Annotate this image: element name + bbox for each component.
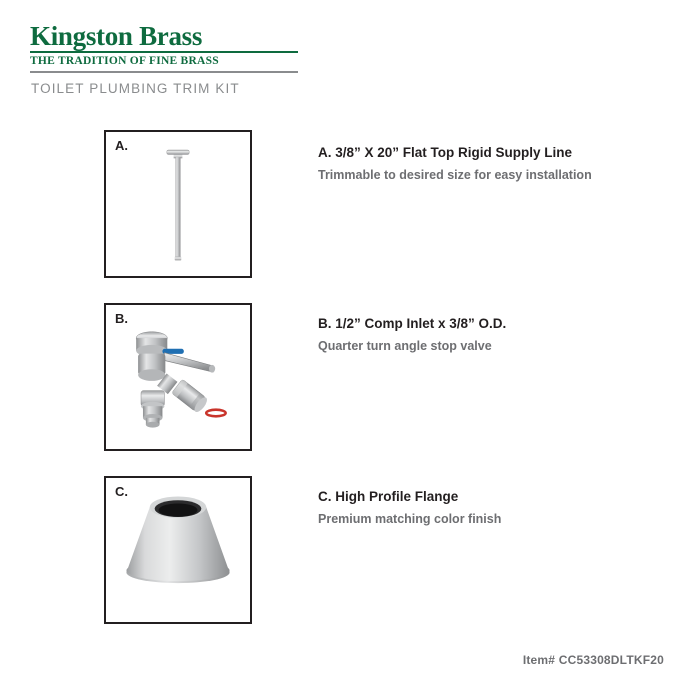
image-label-c: C. <box>115 484 128 499</box>
product-row-a <box>0 130 700 282</box>
image-label-a: A. <box>115 138 128 153</box>
product-description-a <box>318 144 668 183</box>
product-subtitle-c: Premium matching color finish <box>318 511 502 526</box>
product-subtitle-a: Trimmable to desired size for easy installation <box>318 167 592 182</box>
product-title-c: C. High Profile Flange <box>318 489 459 504</box>
page-title: TOILET PLUMBING TRIM KIT <box>31 81 240 97</box>
product-image-c <box>104 476 252 624</box>
high-profile-flange-icon <box>106 478 250 622</box>
product-description-b <box>318 315 668 354</box>
brand-header <box>30 22 360 96</box>
rigid-supply-line-icon <box>106 132 250 276</box>
product-subtitle-b: Quarter turn angle stop valve <box>318 338 492 353</box>
brand-name: Kingston Brass <box>30 21 203 51</box>
product-row-b <box>0 303 700 455</box>
item-number: Item# CC53308DLTKF20 <box>522 653 664 667</box>
product-row-c <box>0 476 700 628</box>
product-title-b: B. 1/2” Comp Inlet x 3/8” O.D. <box>318 316 507 331</box>
angle-stop-valve-icon <box>106 305 250 449</box>
product-description-c <box>318 488 668 527</box>
product-title-a: A. 3/8” X 20” Flat Top Rigid Supply Line <box>318 145 573 160</box>
product-image-b <box>104 303 252 451</box>
product-image-a <box>104 130 252 278</box>
brand-divider <box>30 51 298 53</box>
tagline-divider <box>30 71 298 73</box>
image-label-b: B. <box>115 311 128 326</box>
brand-tagline: THE TRADITION OF FINE BRASS <box>30 55 219 68</box>
